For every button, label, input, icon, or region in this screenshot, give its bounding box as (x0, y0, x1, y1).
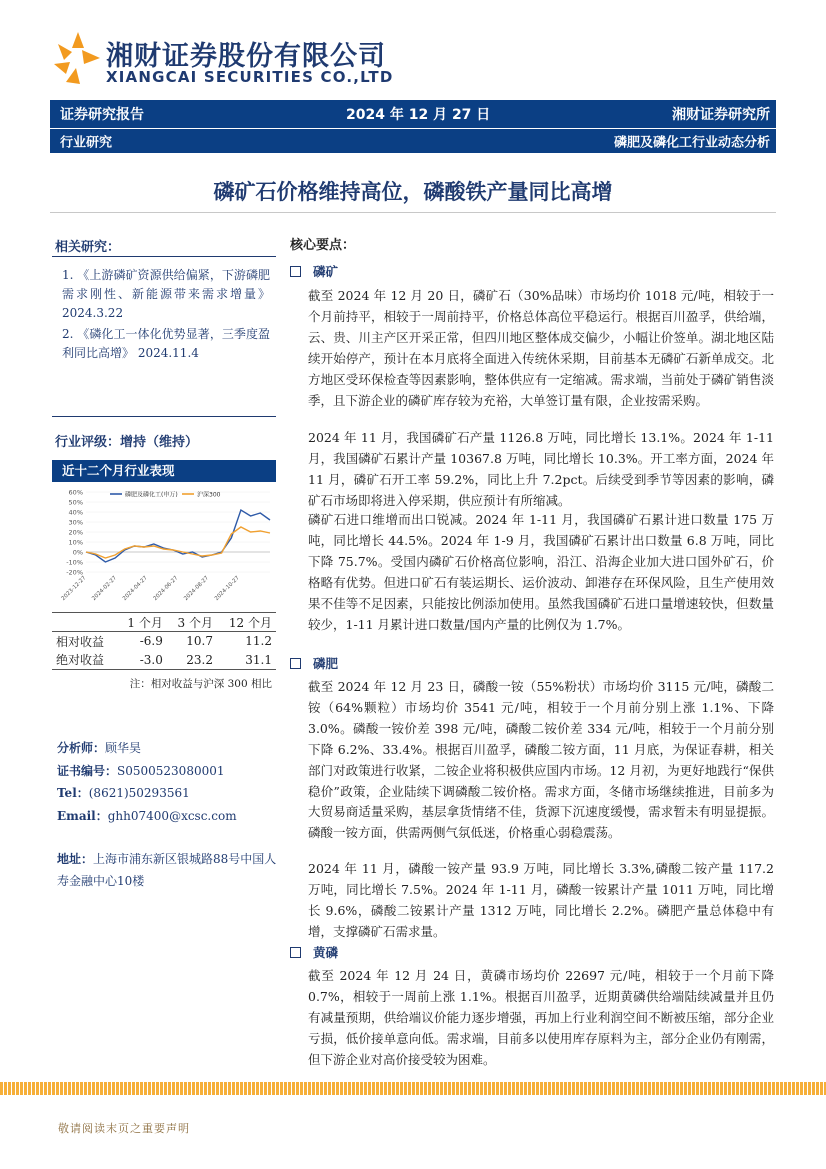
table-row (52, 651, 276, 670)
address-block (57, 848, 277, 892)
series-line (86, 510, 270, 562)
y-tick-label: -10% (66, 558, 83, 567)
report-topic: 磷肥及磷化工行业动态分析 (613, 135, 770, 151)
checkbox-square-icon (290, 658, 301, 669)
x-tick-label: 2024-10-27 (213, 575, 241, 603)
paragraph: 截至 2024 年 12 月 23 日，磷酸一铵（55%粉状）市场均价 3115 元/吨，磷酸二铵（64%颗粒）市场均价 3541 元/吨，相较于一个月前分别上涨 1.1%、下降 3.0%。磷酸一铵价差 398 元/吨，磷酸二铵价差 334 元/吨，相较于一个月前分别下降 6.2%、33.4%。根据百川盈孚，磷酸二铵方面，11 月底，为保证春耕，相关部门对政策进行收紧，二铵企业将积极供应国内市场。12 月初，为更好地践行“保供稳价”政策，企业陆续下调磷酸二铵价格。需求方面，冬储市场继续推进，目前多为大贸易商适量采购，基层拿货情绪不佳，货源下沉速度缓慢，需求暂未有明显提振。磷酸一铵方面，供需两侧气氛低迷，价格重心弱稳震荡。 (308, 679, 774, 841)
paragraph: 截至 2024 年 12 月 20 日，磷矿石（30%品味）市场均价 1018 元/吨，相较于一个月前持平，相较于一周前持平，价格总体高位平稳运行。根据百川盈孚，供给端，云、贵、川主产区开采正常，但四川地区整体成交偏少，小幅让价签单。湖北地区陆续开始停产，预计在本月底将全面进入传统休采期，目前基本无磷矿石新单成交。北方地区受环保检查等因素影响，整体供应有一定缩减。需求端，当前处于磷矿销售淡季，且下游企业的磷矿库存较为充裕，大单签订量有限，企业按需采购。 (308, 288, 774, 408)
company-logo-icon (52, 30, 104, 86)
checkbox-square-icon (290, 947, 301, 958)
report-date: 2024 年 12 月 27 日 (346, 107, 491, 123)
cert-number: S0500523080001 (117, 763, 225, 778)
y-tick-label: 60% (68, 488, 83, 497)
table-cell: -3.0 (117, 651, 167, 670)
series-line (86, 527, 270, 558)
checkbox-square-icon (290, 266, 301, 277)
paragraph: 2024 年 11 月，我国磷矿石产量 1126.8 万吨，同比增长 13.1%。2024 年 1-11 月，我国磷矿石累计产量 10367.8 万吨，同比增长 10.3%。开工率方面，2024 年 11 月，磷矿石开工率 59.2%，同比上升 7.2pct。后续受到季节等因素的影响，磷矿石市场即将进入停采期，供应预计有所缩减。 (308, 430, 774, 508)
y-tick-label: 20% (68, 528, 83, 537)
legend-label: 磷肥及磷化工(申万) (125, 491, 178, 499)
y-tick-label: 10% (68, 538, 83, 547)
table-cell: 12 个月 (217, 613, 276, 632)
core-points-title: 核心要点： (290, 238, 356, 253)
related-divider (52, 256, 276, 257)
performance-note: 注：相对收益与沪深 300 相比 (129, 678, 272, 690)
industry-rating: 行业评级：增持（维持） (55, 435, 199, 450)
related-bottom-divider (52, 416, 276, 417)
table-cell: -6.9 (139, 634, 163, 649)
tel-number: (8621)50293561 (88, 786, 190, 800)
title-divider (50, 212, 776, 213)
y-tick-label: 50% (68, 498, 83, 507)
company-name-en: XIANGCAI SECURITIES CO.,LTD (106, 68, 394, 86)
address-text: 上海市浦东新区银城路88号中国人寿金融中心10楼 (57, 852, 277, 888)
section-heading-yellow-phosphorus: 黄磷 (290, 943, 338, 961)
related-item[interactable]: 2. 《磷化工一体化优势显著，三季度盈利同比高增》 2024.11.4 (62, 327, 270, 360)
table-cell: 1 个月 (117, 613, 167, 632)
related-research-list (62, 266, 270, 365)
report-category: 行业研究 (60, 135, 113, 151)
analyst-info (57, 737, 277, 827)
footer-band (0, 1082, 826, 1095)
email-address[interactable]: ghh07400@xcsc.com (107, 808, 237, 823)
institute-name: 湘财证券研究所 (672, 107, 770, 123)
paragraph: 磷矿石进口维增而出口锐减。2024 年 1-11 月，我国磷矿石累计进口数量 175 万吨，同比增长 44.5%。2024 年 1-9 月，我国磷矿石累计出口数量 6.8 万吨，同比下降 75.7%。受国内磷矿石价格高位影响，沿江、沿海企业加大进口国外矿石，价格略有优势。但进口矿石有装运期长、运价波动、卸港存在环保风险，且生产使用效果不佳等不足因素，只能按比例添加使用。虽然我国磷矿石进口量增速较快，但数量较少，1-11 月累计进口数量/国内产量的比例仅为 1.7%。 (308, 512, 774, 632)
page-title: 磷矿石价格维持高位，磷酸铁产量同比高增 (213, 180, 613, 204)
x-tick-label: 2024-06-27 (152, 575, 180, 603)
table-cell: 23.2 (167, 651, 217, 670)
performance-chart (52, 484, 276, 610)
y-tick-label: -20% (66, 568, 83, 577)
paragraph: 截至 2024 年 12 月 24 日，黄磷市场均价 22697 元/吨，相较于一个月前下降 0.7%，相较于一周前上涨 1.1%。根据百川盈孚，近期黄磷供给端陆续减量并且仍有减量预期，供给端议价能力逐步增强，再加上行业利润空间不断被压缩，部分企业亏损，低价接单意向低。需求端，目前多以使用库存原料为主，部分企业仍有刚需，但下游企业对高价接受较为困难。 (308, 968, 774, 1067)
table-cell: 绝对收益 (52, 651, 117, 670)
report-type: 证券研究报告 (60, 107, 144, 123)
related-item[interactable]: 1. 《上游磷矿资源供给偏紧，下游磷肥需求刚性、新能源带来需求增量》 2024.3.22 (62, 268, 270, 320)
y-tick-label: 40% (68, 508, 83, 517)
tel-label: Tel： (57, 786, 89, 800)
paragraph: 2024 年 11 月，磷酸一铵产量 93.9 万吨，同比增长 3.3%,磷酸二铵产量 117.2 万吨，同比增长 7.5%。2024 年 1-11 月，磷酸一铵累计产量 1011 万吨，同比增长 9.6%，磷酸二铵累计产量 1312 万吨，同比增长 2.2%。磷肥产量总体稳中有增，支撑磷矿石需求量。 (308, 861, 774, 939)
table-cell: 31.1 (217, 651, 276, 670)
address-label: 地址： (57, 852, 94, 866)
table-cell: 11.2 (245, 634, 272, 649)
analyst-label: 分析师： (57, 741, 106, 755)
x-tick-label: 2024-08-27 (183, 575, 211, 603)
legend-label: 沪深300 (197, 491, 221, 499)
x-tick-label: 2024-04-27 (121, 575, 149, 603)
header-bar-bottom (50, 129, 776, 153)
table-row (52, 632, 276, 651)
header-bar-top (50, 100, 776, 128)
x-tick-label: 2024-02-27 (91, 575, 119, 603)
table-cell: 3 个月 (167, 613, 217, 632)
performance-table (52, 612, 276, 670)
company-name-cn: 湘财证券股份有限公司 (106, 41, 386, 72)
section-heading-phosphate-rock: 磷矿 (290, 262, 338, 280)
x-tick-label: 2023-12-27 (60, 575, 88, 603)
table-cell: 10.7 (186, 634, 213, 649)
table-cell: 相对收益 (56, 634, 105, 649)
email-label: Email： (57, 808, 108, 823)
footer-disclaimer[interactable]: 敬请阅读末页之重要声明 (58, 1122, 190, 1135)
related-research-title: 相关研究： (55, 240, 121, 255)
y-tick-label: 0% (72, 548, 83, 557)
table-header-row (52, 613, 276, 632)
cert-label: 证书编号： (57, 763, 118, 778)
y-tick-label: 30% (68, 518, 83, 527)
table-cell (52, 613, 117, 632)
section-heading-phosphate-fertilizer: 磷肥 (290, 654, 338, 672)
performance-title: 近十二个月行业表现 (52, 460, 276, 482)
analyst-name: 顾华昊 (105, 741, 142, 755)
